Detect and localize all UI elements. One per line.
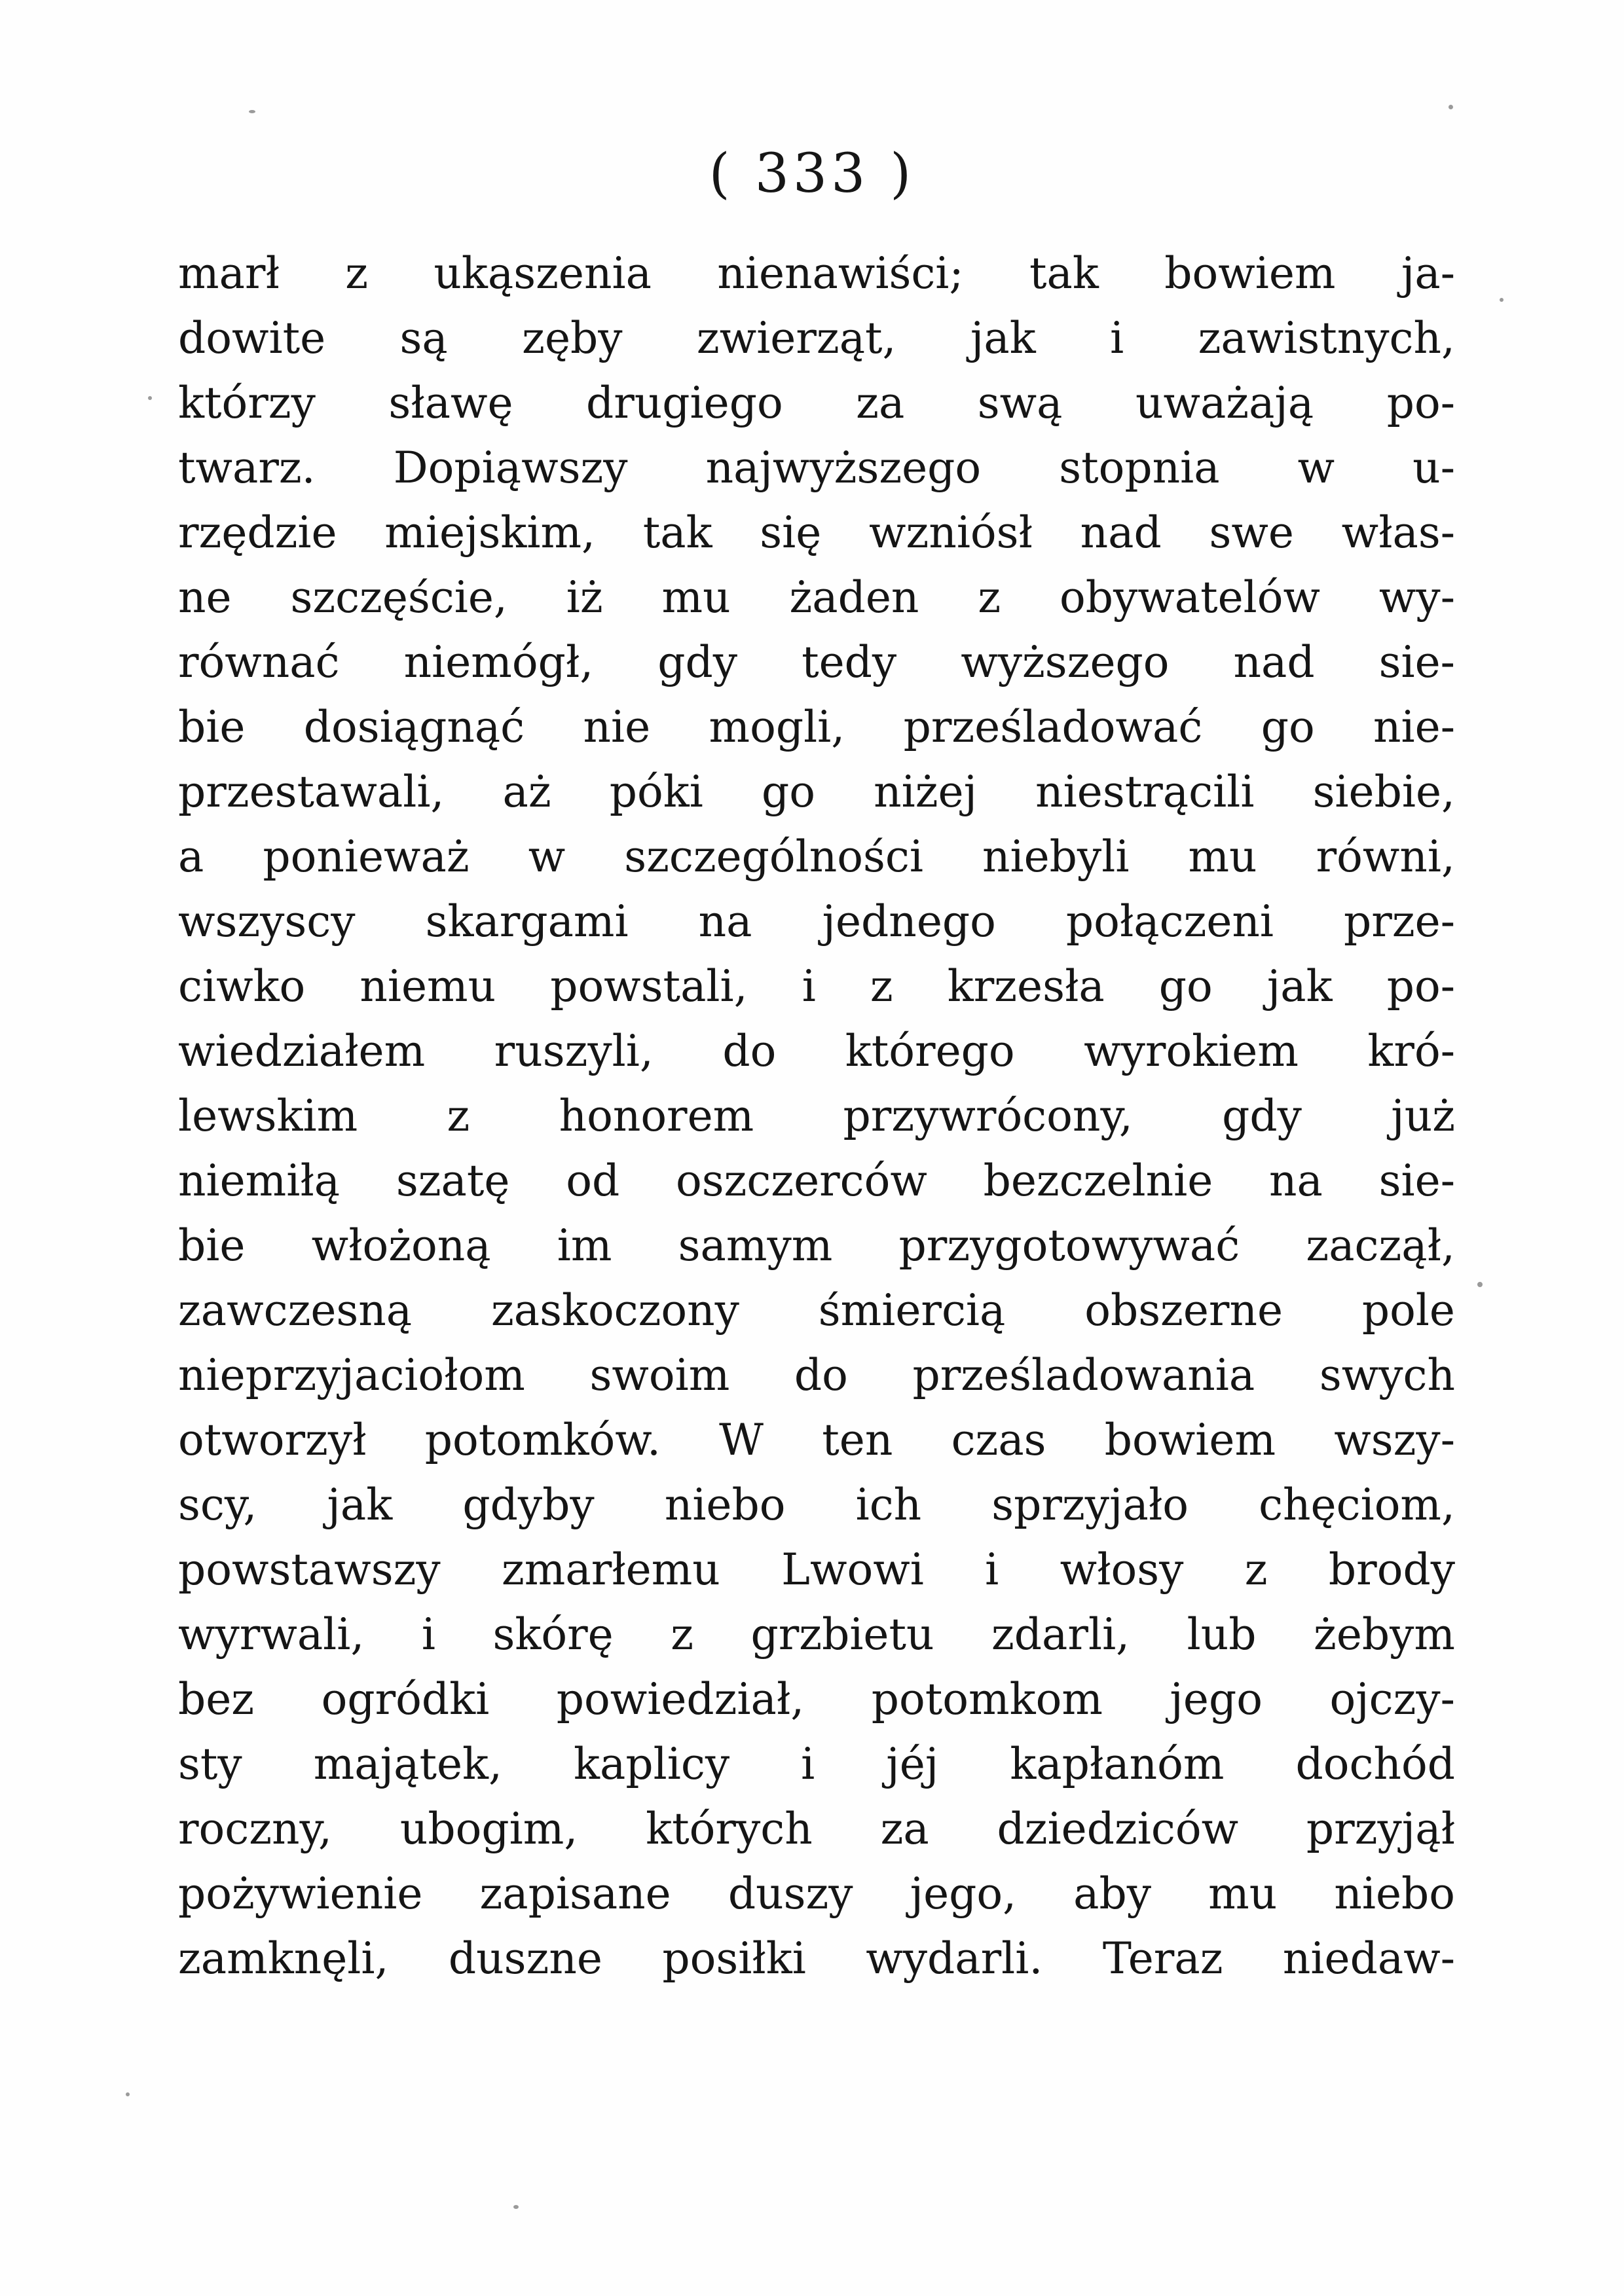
text-line: dowite są zęby zwierząt, jak i zawistnych, bbox=[178, 313, 1455, 363]
text-line: roczny, ubogim, których za dziedziców przyjął bbox=[178, 1804, 1455, 1854]
text-line: przestawali, aż póki go niżej niestrącili siebie, bbox=[178, 767, 1455, 817]
scan-speck bbox=[1477, 1282, 1483, 1287]
text-line: bez ogródki powiedział, potomkom jego ojczy- bbox=[178, 1674, 1455, 1724]
scan-speck bbox=[1500, 298, 1504, 302]
scan-speck bbox=[148, 396, 152, 400]
text-line: ne szczęście, iż mu żaden z obywatelów wy- bbox=[178, 572, 1455, 623]
text-line: pożywienie zapisane duszy jego, aby mu niebo bbox=[178, 1868, 1455, 1919]
text-line: zawczesną zaskoczony śmiercią obszerne pole bbox=[178, 1285, 1455, 1336]
text-line: sty majątek, kaplicy i jéj kapłanóm dochód bbox=[178, 1739, 1455, 1789]
text-line: wiedziałem ruszyli, do którego wyrokiem kró- bbox=[178, 1026, 1455, 1076]
text-line: zamknęli, duszne posiłki wydarli. Teraz niedaw- bbox=[178, 1933, 1455, 1984]
page-number: ( 333 ) bbox=[709, 143, 915, 205]
text-line: bie dosiągnąć nie mogli, prześladować go nie- bbox=[178, 702, 1455, 752]
text-line: a ponieważ w szczególności niebyli mu równi, bbox=[178, 831, 1455, 882]
scan-speck bbox=[513, 2205, 519, 2209]
body-text bbox=[178, 241, 1455, 1991]
text-line: niemiłą szatę od oszczerców bezczelnie na sie- bbox=[178, 1156, 1455, 1206]
text-line: ciwko niemu powstali, i z krzesła go jak po- bbox=[178, 961, 1455, 1011]
text-line: którzy sławę drugiego za swą uważają po- bbox=[178, 378, 1455, 428]
text-line: otworzył potomków. W ten czas bowiem wszy- bbox=[178, 1415, 1455, 1465]
scan-speck bbox=[1449, 105, 1453, 109]
text-line: twarz. Dopiąwszy najwyższego stopnia w u- bbox=[178, 443, 1455, 493]
text-line: wszyscy skargami na jednego połączeni prze- bbox=[178, 896, 1455, 947]
text-line: scy, jak gdyby niebo ich sprzyjało chęciom, bbox=[178, 1480, 1455, 1530]
text-line: powstawszy zmarłemu Lwowi i włosy z brody bbox=[178, 1544, 1455, 1595]
scan-speck bbox=[126, 2092, 130, 2096]
text-line: nieprzyjaciołom swoim do prześladowania swych bbox=[178, 1350, 1455, 1400]
text-line: równać niemógł, gdy tedy wyższego nad sie- bbox=[178, 637, 1455, 687]
text-line: bie włożoną im samym przygotowywać zaczął, bbox=[178, 1220, 1455, 1271]
text-line: rzędzie miejskim, tak się wzniósł nad swe włas- bbox=[178, 507, 1455, 558]
text-line: marł z ukąszenia nienawiści; tak bowiem ja- bbox=[178, 248, 1455, 299]
text-line: wyrwali, i skórę z grzbietu zdarli, lub żebym bbox=[178, 1609, 1455, 1660]
scan-speck bbox=[249, 110, 255, 113]
text-line: lewskim z honorem przywrócony, gdy już bbox=[178, 1091, 1455, 1141]
